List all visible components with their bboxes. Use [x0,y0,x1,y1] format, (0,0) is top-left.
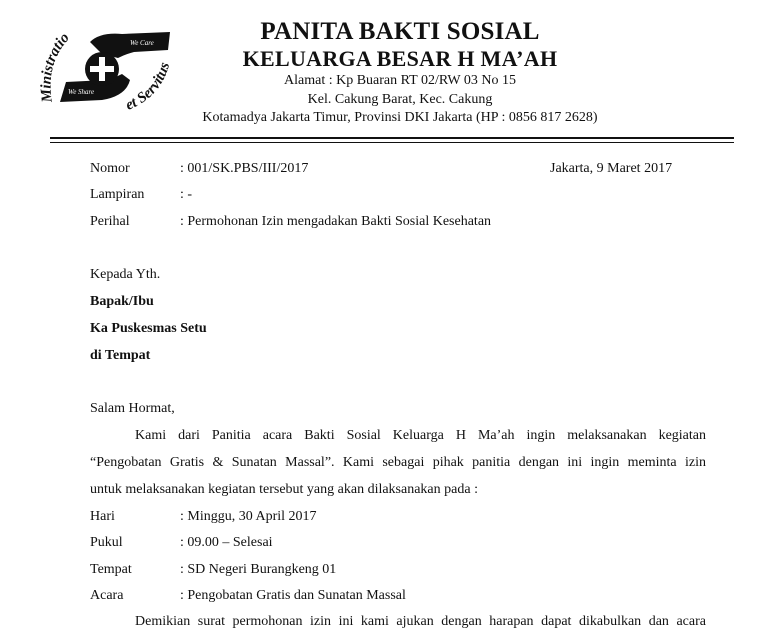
detail-hari-value: : Minggu, 30 April 2017 [180,509,317,524]
perihal-label: Perihal [90,214,130,229]
letterhead-subtitle: KELUARGA BESAR H MA’AH [242,46,558,71]
header-divider-thin [50,142,734,143]
detail-pukul-label: Pukul [90,535,123,550]
nomor-label: Nomor [90,161,130,176]
recipient-line-4: di Tempat [90,348,151,363]
greeting: Salam Hormat, [90,401,175,416]
logo-text-right: et Servitus [123,60,174,114]
detail-tempat-value: : SD Negeri Burangkeng 01 [180,562,337,577]
letter-date: Jakarta, 9 Maret 2017 [550,161,673,176]
paragraph-1-line-1: Kami dari Panitia acara Bakti Sosial Keluarga H Ma’ah ingin melaksanakan kegiatan [135,428,706,443]
address-line-1: Alamat : Kp Buaran RT 02/RW 03 No 15 [284,73,516,88]
logo-hand-top-text: We Care [130,39,154,47]
nomor-value: : 001/SK.PBS/III/2017 [180,161,309,176]
address-line-3: Kotamadya Jakarta Timur, Provinsi DKI Jakarta (HP : 0856 817 2628) [202,110,598,125]
recipient-line-1: Kepada Yth. [90,267,161,282]
detail-acara-value: : Pengobatan Gratis dan Sunatan Massal [180,588,406,603]
logo-hand-bottom-text: We Share [68,88,95,96]
paragraph-1-line-3: untuk melaksanakan kegiatan tersebut yang akan dilaksanakan pada : [90,482,478,497]
lampiran-label: Lampiran [90,187,145,202]
logo-text-left: Ministratio [38,29,73,104]
detail-pukul-value: : 09.00 – Selesai [180,535,273,550]
perihal-value: : Permohonan Izin mengadakan Bakti Sosial Kesehatan [180,214,492,229]
header-divider-thick [50,137,734,139]
lampiran-value: : - [180,187,193,202]
letterhead-title: PANITA BAKTI SOSIAL [260,18,540,45]
paragraph-1-line-2: “Pengobatan Gratis & Sunatan Massal”. Kami sebagai pihak panitia dengan ini ingin meminta izin [90,455,706,470]
recipient-line-3: Ka Puskesmas Setu [90,321,207,336]
detail-tempat-label: Tempat [90,562,132,577]
detail-hari-label: Hari [90,509,115,524]
closing-line-1: Demikian surat permohonan izin ini kami ajukan dengan harapan dapat dikabulkan dan acara [135,614,706,629]
detail-acara-label: Acara [90,588,124,603]
address-line-2: Kel. Cakung Barat, Kec. Cakung [307,92,493,107]
recipient-line-2: Bapak/Ibu [90,294,154,309]
cross-horizontal [90,66,114,72]
